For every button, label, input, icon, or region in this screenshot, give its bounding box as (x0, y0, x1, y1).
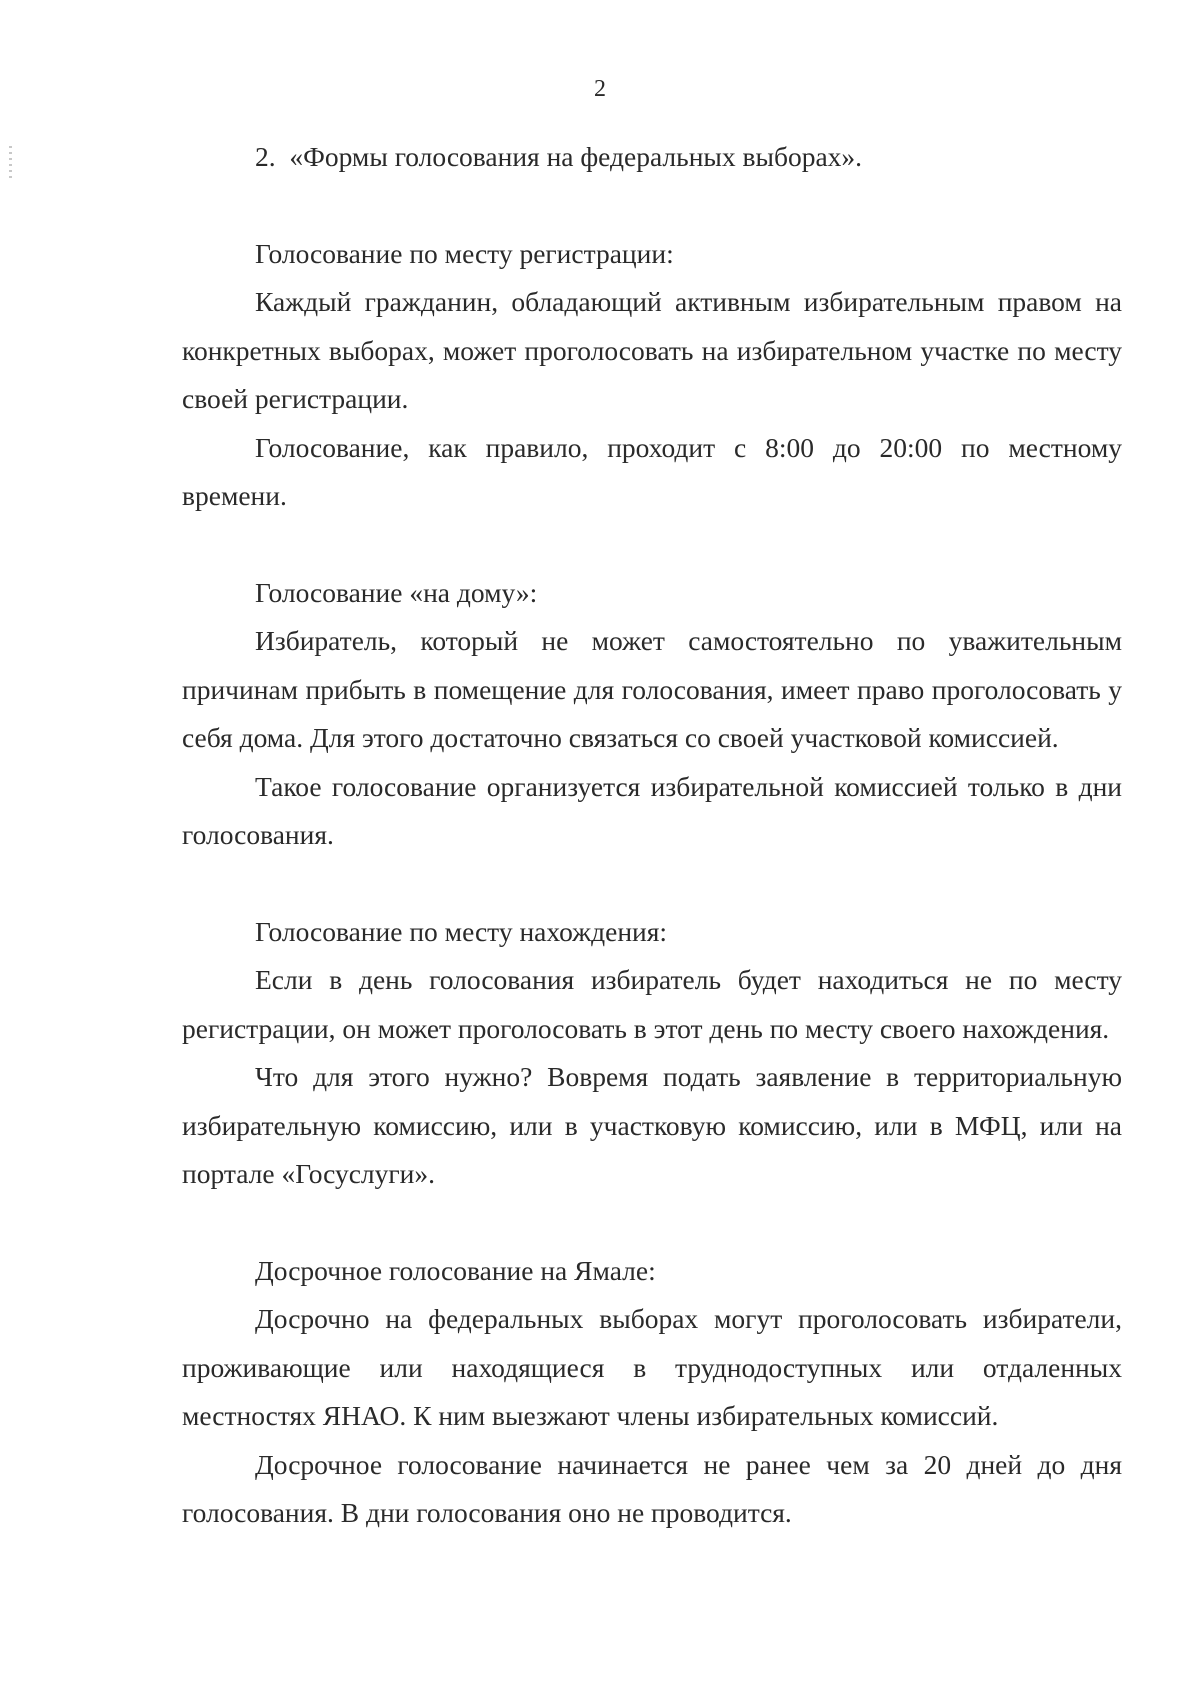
paragraph: Каждый гражданин, обладающий активным избирательным правом на конкретных выборах, может проголосовать на избирательном участке по месту своей регистрации. (182, 286, 1122, 414)
paragraph: Досрочное голосование начинается не ранее чем за 20 дней до дня голосования. В дни голосования оно не проводится. (182, 1448, 1122, 1528)
paragraph: Голосование, как правило, проходит с 8:00 до 20:00 по местному времени. (182, 431, 1122, 511)
paragraph: Такое голосование организуется избирательной комиссией только в дни голосования. (182, 770, 1122, 850)
paragraph: Что для этого нужно? Вовремя подать заявление в территориальную избирательную комиссию, или в участковую комиссию, или в МФЦ, или на портале «Госуслуги». (182, 1061, 1122, 1189)
document-body (182, 133, 1122, 1538)
subsection-heading-location: Голосование по месту нахождения: (255, 915, 668, 947)
paragraph: Если в день голосования избиратель будет находиться не по месту регистрации, он может проголосовать в этот день по месту своего нахождения. (182, 964, 1122, 1044)
paragraph: Досрочно на федеральных выборах могут проголосовать избиратели, проживающие или находящиеся в труднодоступных или отдаленных местностях ЯНАО. К ним выезжают члены избирательных комиссий. (182, 1303, 1122, 1431)
subsection-heading-home: Голосование «на дому»: (255, 576, 538, 608)
page-number: 2 (594, 76, 606, 102)
section-title: 2. «Формы голосования на федеральных выборах». (255, 141, 863, 172)
subsection-heading-early: Досрочное голосование на Ямале: (255, 1254, 656, 1286)
scan-artifact (9, 146, 12, 182)
subsection-heading-registration: Голосование по месту регистрации: (255, 237, 674, 269)
paragraph: Избиратель, который не может самостоятельно по уважительным причинам прибыть в помещение для голосования, имеет право проголосовать у себя дома. Для этого достаточно связаться со своей участковой комиссией. (182, 625, 1122, 753)
